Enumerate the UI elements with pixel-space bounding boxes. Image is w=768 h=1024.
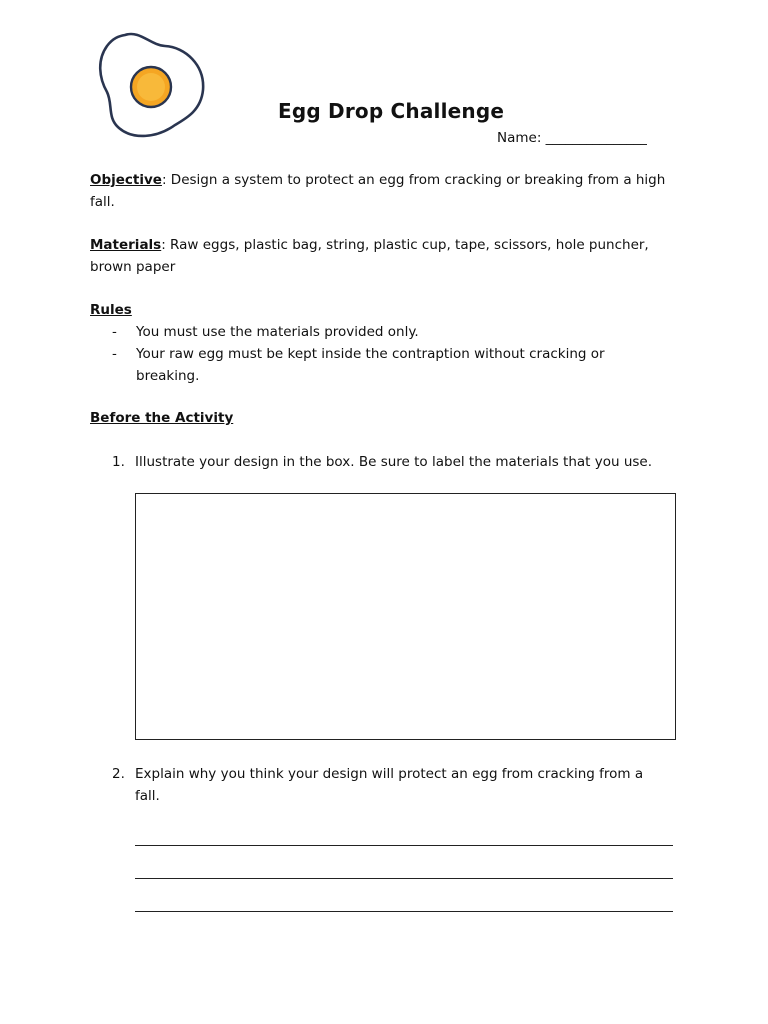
list-marker: -: [112, 324, 117, 340]
objective-text: : Design a system to protect an egg from cracking or breaking from a high fall.: [90, 172, 666, 210]
materials-label: Materials: [90, 237, 162, 253]
page-title: Egg Drop Challenge: [278, 99, 505, 123]
before-activity-heading: Before the Activity: [90, 410, 234, 426]
before-activity-section: [90, 407, 680, 429]
list-item: [90, 343, 636, 387]
question-text: Explain why you think your design will protect an egg from cracking from a fall.: [135, 766, 644, 804]
question-2: [90, 763, 680, 807]
materials-section: [90, 234, 680, 278]
answer-line[interactable]: [135, 845, 673, 846]
design-drawing-box[interactable]: [135, 493, 676, 740]
rule-text: You must use the materials provided only.: [136, 324, 419, 340]
materials-text: : Raw eggs, plastic bag, string, plastic cup, tape, scissors, hole puncher, brown paper: [90, 237, 649, 275]
objective-section: [90, 169, 680, 213]
rules-list: [90, 321, 680, 387]
list-item: [90, 321, 680, 343]
question-number: 2.: [112, 766, 125, 782]
answer-line[interactable]: [135, 878, 673, 879]
rule-text: Your raw egg must be kept inside the contraption without cracking or breaking.: [136, 346, 605, 384]
answer-line[interactable]: [135, 911, 673, 912]
question-1: [90, 451, 690, 473]
rules-section: [90, 299, 680, 387]
name-field[interactable]: Name: _______________: [497, 130, 647, 146]
question-text: Illustrate your design in the box. Be sure to label the materials that you use.: [135, 454, 653, 470]
rules-heading: Rules: [90, 302, 132, 318]
objective-label: Objective: [90, 172, 162, 188]
list-marker: -: [112, 346, 117, 362]
question-number: 1.: [112, 454, 125, 470]
fried-egg-icon: [95, 30, 210, 145]
